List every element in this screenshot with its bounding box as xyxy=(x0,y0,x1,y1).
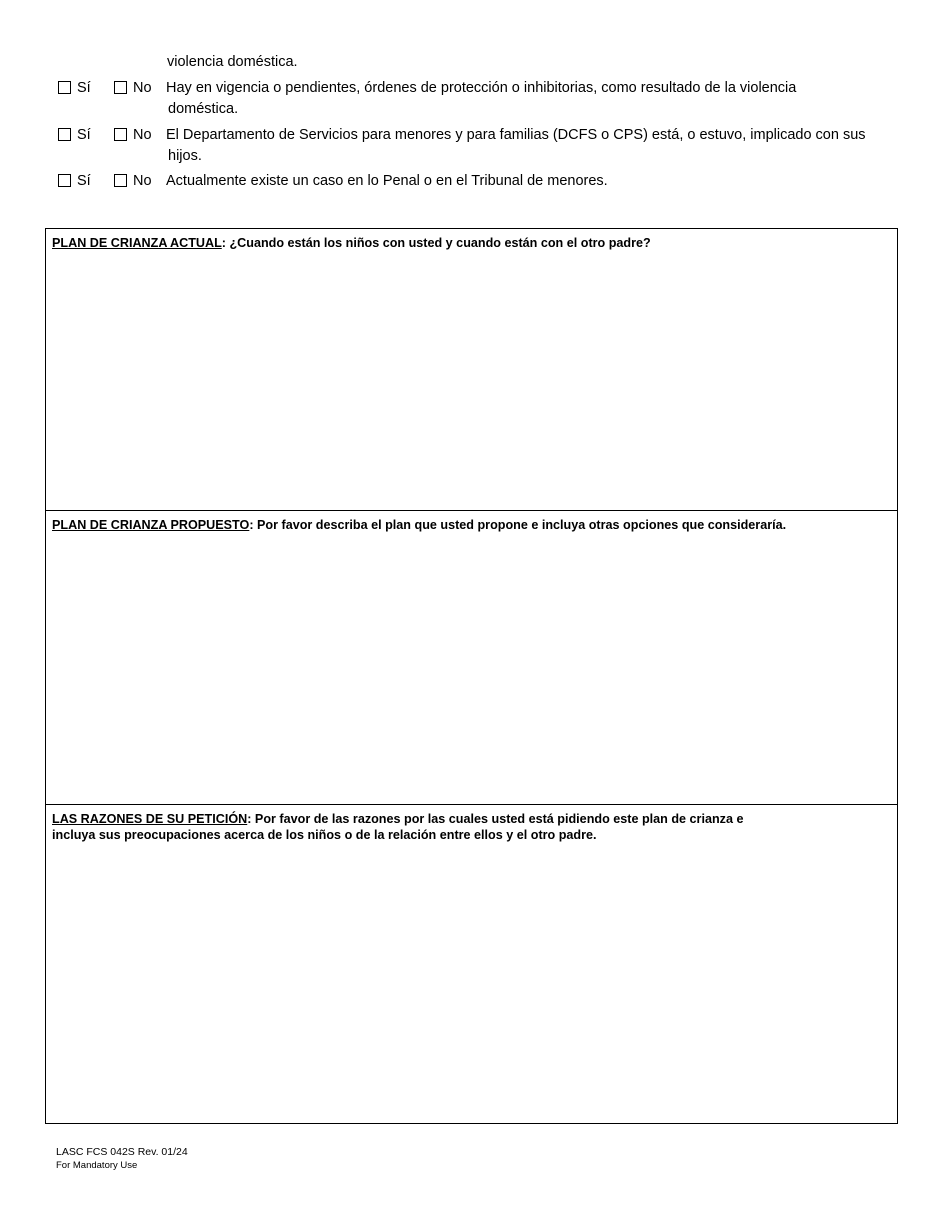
yes-label: Sí xyxy=(77,173,91,189)
no-checkbox[interactable] xyxy=(114,128,127,141)
section-prompt: : Por favor describa el plan que usted propone e incluya otras opciones que consideraría. xyxy=(249,518,787,532)
current-plan-text-area[interactable] xyxy=(52,255,891,504)
form-footer xyxy=(56,1146,188,1172)
usage-note: For Mandatory Use xyxy=(56,1160,138,1171)
question-text xyxy=(166,171,891,192)
question-text-line1: Actualmente existe un caso en lo Penal o en el Tribunal de menores. xyxy=(166,173,608,189)
yes-label: Sí xyxy=(77,80,91,96)
question-text-line2: hijos. xyxy=(168,148,202,164)
current-parenting-plan-section xyxy=(46,229,897,510)
section-heading xyxy=(52,811,842,843)
yes-checkbox[interactable] xyxy=(58,128,71,141)
yes-checkbox[interactable] xyxy=(58,81,71,94)
question-text-line1: El Departamento de Servicios para menores y para familias (DCFS o CPS) está, o estuvo, implicado con sus xyxy=(166,127,866,143)
reasons-text-area[interactable] xyxy=(52,849,891,1117)
proposed-plan-text-area[interactable] xyxy=(52,537,891,798)
section-prompt: : Por favor de las razones por las cuales usted está pidiendo este plan de crianza e xyxy=(247,812,744,826)
section-heading xyxy=(52,235,842,251)
no-label: No xyxy=(133,127,152,143)
question-text-line1: Hay en vigencia o pendientes, órdenes de protección o inhibitorias, como resultado de la violencia xyxy=(166,80,797,96)
yes-label: Sí xyxy=(77,127,91,143)
continued-question-text: violencia doméstica. xyxy=(167,54,298,70)
no-label: No xyxy=(133,80,152,96)
section-title: LAS RAZONES DE SU PETICIÓN xyxy=(52,812,248,826)
no-checkbox[interactable] xyxy=(114,81,127,94)
section-title: PLAN DE CRIANZA PROPUESTO xyxy=(52,518,250,532)
question-text xyxy=(166,78,891,120)
no-label: No xyxy=(133,173,152,189)
parenting-plan-sections xyxy=(45,228,898,1124)
form-id: LASC FCS 042S Rev. 01/24 xyxy=(56,1146,188,1158)
reasons-for-request-section xyxy=(46,804,897,1123)
yes-checkbox[interactable] xyxy=(58,174,71,187)
section-title: PLAN DE CRIANZA ACTUAL xyxy=(52,236,222,250)
section-prompt: : ¿Cuando están los niños con usted y cuando están con el otro padre? xyxy=(221,236,651,250)
section-heading xyxy=(52,517,842,533)
domestic-violence-questions xyxy=(0,0,950,200)
no-checkbox[interactable] xyxy=(114,174,127,187)
proposed-parenting-plan-section xyxy=(46,510,897,804)
section-prompt-line2: incluya sus preocupaciones acerca de los niños o de la relación entre ellos y el otro padre. xyxy=(52,828,597,842)
question-text-line2: doméstica. xyxy=(168,101,239,117)
question-text xyxy=(166,125,891,167)
